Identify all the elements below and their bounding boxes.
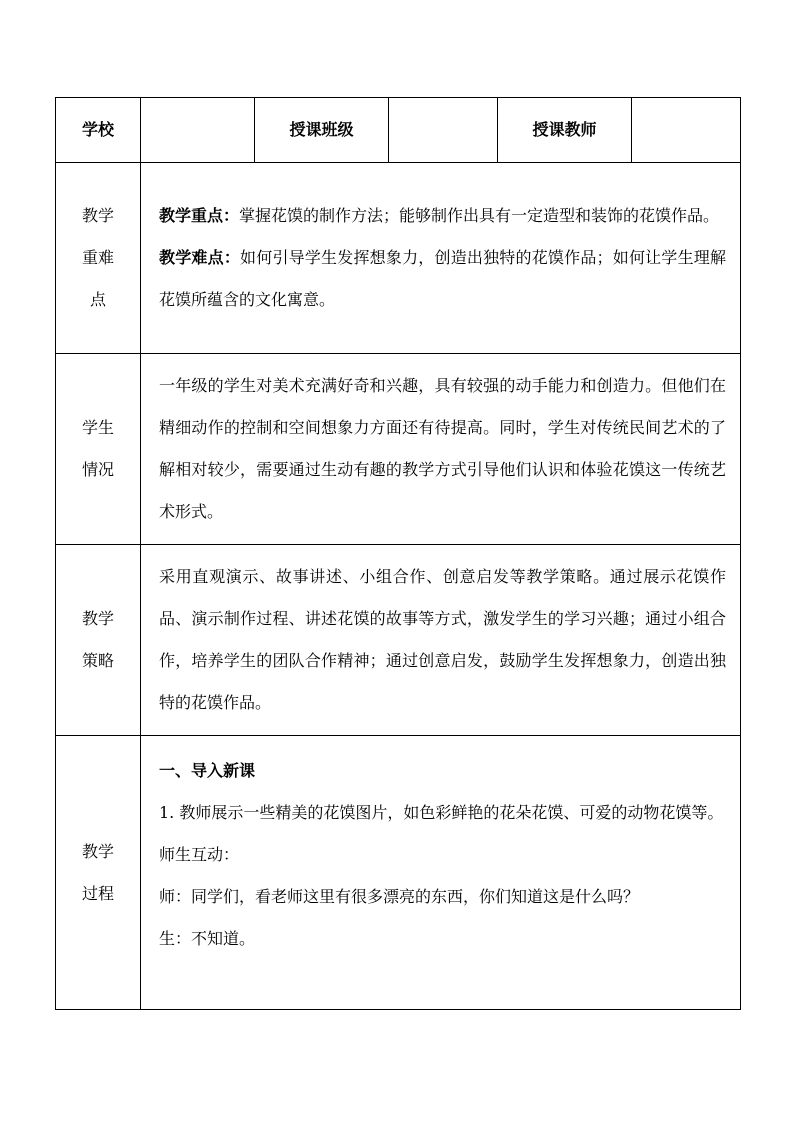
key-points-label: 教学 重难 点: [56, 163, 141, 354]
step-1: 1. 教师展示一些精美的花馍图片，如色彩鲜艳的花朵花馍、可爱的动物花馍等。: [159, 803, 724, 822]
students-content: 一年级的学生对美术充满好奇和兴趣，具有较强的动手能力和创造力。但他们在精细动作的控制和空间想象力方面还有待提高。同时，学生对传统民间艺术的了解相对较少，需要通过生动有趣的教学方式引导他们认识和体验花馍这一传统艺术形式。: [141, 354, 741, 545]
key-points-content: [141, 163, 741, 354]
process-label: 教学 过程: [56, 736, 141, 1010]
interaction-label: 师生互动：: [159, 845, 240, 864]
students-label: 学生 情况: [56, 354, 141, 545]
teaching-focus: 教学重点：掌握花馍的制作方法；能够制作出具有一定造型和装饰的花馍作品。: [159, 206, 720, 225]
teaching-difficulty: 教学难点：如何引导学生发挥想象力，创造出独特的花馍作品；如何让学生理解花馍所蕴含的文化寓意。: [159, 248, 726, 309]
students-row: [56, 354, 741, 545]
process-content: [141, 736, 741, 1010]
lesson-plan-table: [55, 97, 741, 1010]
teacher-label: 授课教师: [498, 98, 632, 163]
key-points-row: [56, 163, 741, 354]
strategy-row: [56, 545, 741, 736]
class-value: [389, 98, 498, 163]
school-label: 学校: [56, 98, 141, 163]
student-line: 生：不知道。: [159, 929, 256, 948]
school-value: [141, 98, 255, 163]
strategy-label: 教学 策略: [56, 545, 141, 736]
process-row: [56, 736, 741, 1010]
header-row: [56, 98, 741, 163]
strategy-content: 采用直观演示、故事讲述、小组合作、创意启发等教学策略。通过展示花馍作品、演示制作过程、讲述花馍的故事等方式，激发学生的学习兴趣；通过小组合作，培养学生的团队合作精神；通过创意启发，鼓励学生发挥想象力，创造出独特的花馍作品。: [141, 545, 741, 736]
section-title: 一、导入新课: [159, 761, 256, 780]
teacher-value: [632, 98, 741, 163]
teacher-line: 师：同学们，看老师这里有很多漂亮的东西，你们知道这是什么吗？: [159, 887, 640, 906]
class-label: 授课班级: [255, 98, 389, 163]
